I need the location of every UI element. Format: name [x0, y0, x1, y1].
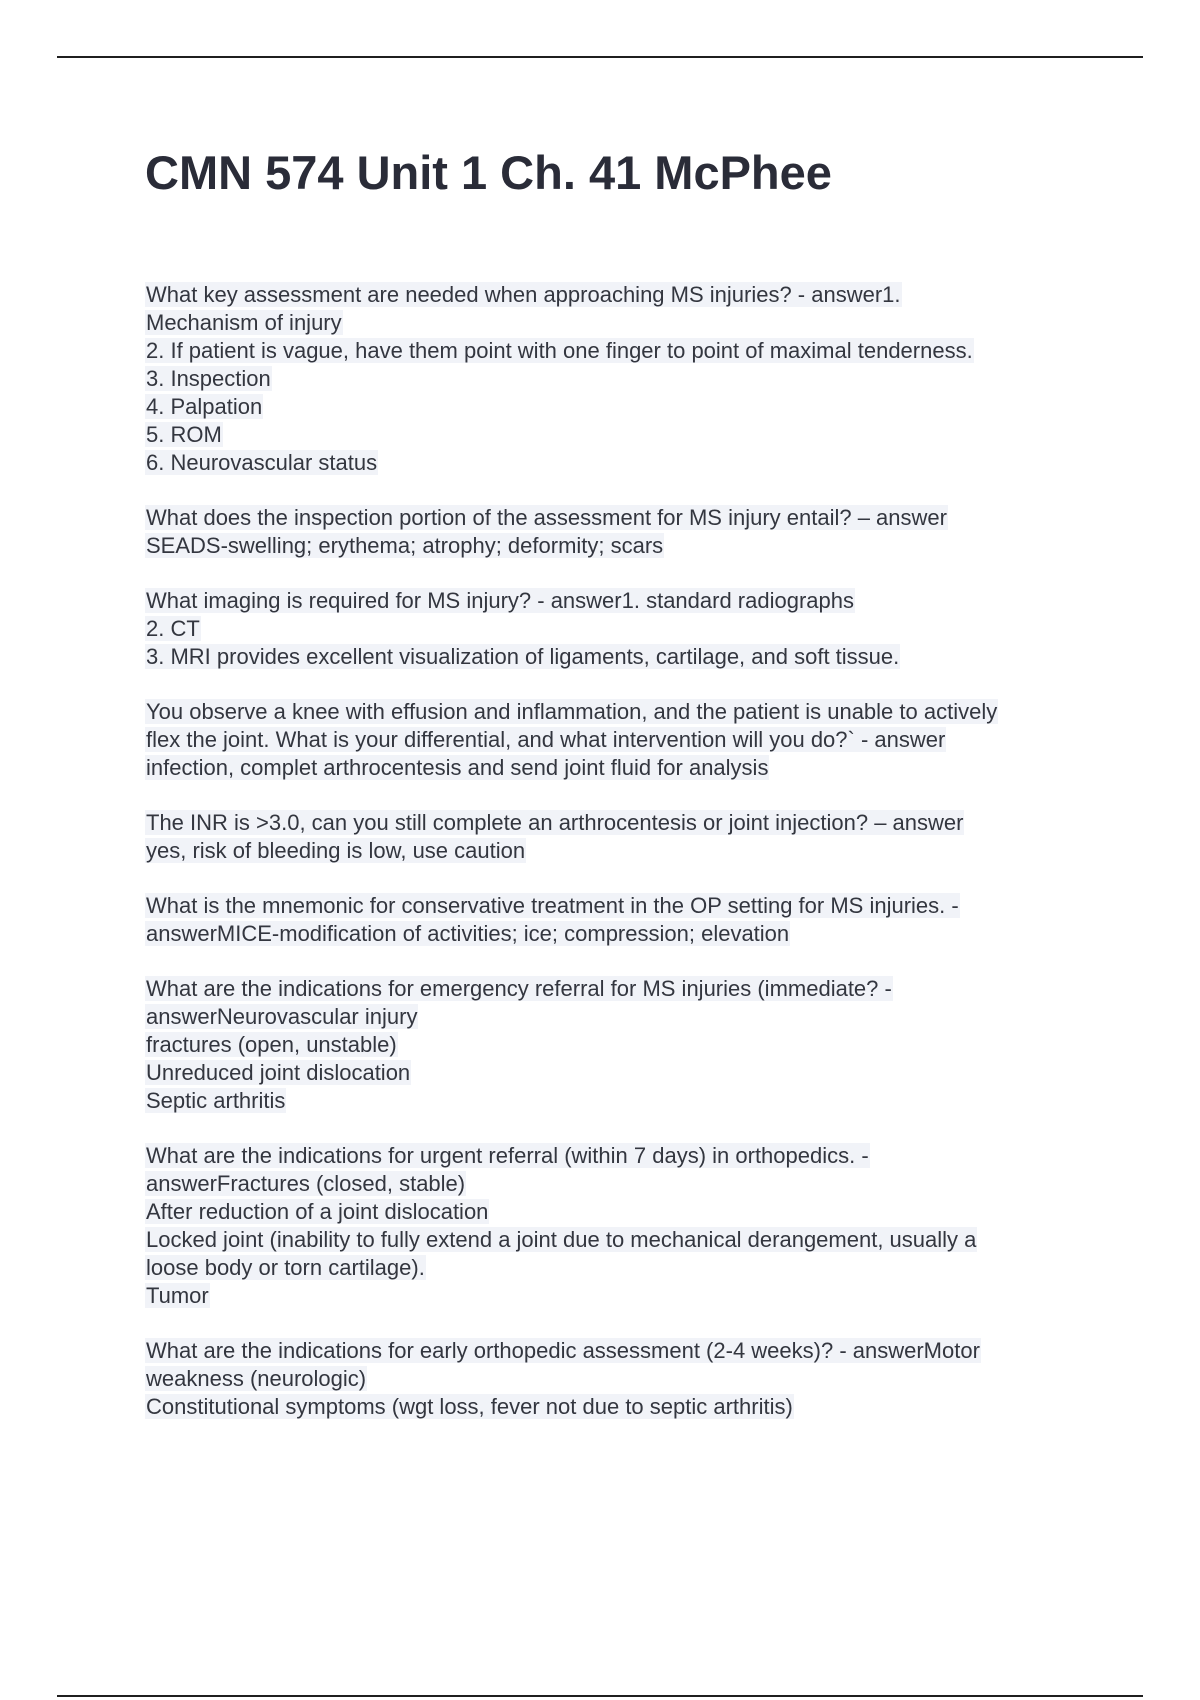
qa-line [145, 920, 1095, 948]
qa-line [145, 754, 1095, 782]
qa-line [145, 643, 1095, 671]
bottom-divider [57, 1695, 1143, 1697]
qa-line [145, 587, 1095, 615]
qa-line-text: You observe a knee with effusion and inflammation, and the patient is unable to actively [146, 699, 998, 724]
qa-line-text: What key assessment are needed when approaching MS injuries? - answer1. [146, 282, 901, 307]
qa-line-text: Mechanism of injury [146, 310, 342, 335]
qa-line [145, 1282, 1095, 1310]
qa-line [145, 421, 1095, 449]
qa-line-text: answerNeurovascular injury [146, 1004, 418, 1029]
qa-line-text: 3. Inspection [146, 366, 271, 391]
document-body [145, 138, 1095, 1448]
qa-entry [145, 975, 1095, 1115]
document-title: CMN 574 Unit 1 Ch. 41 McPhee [145, 146, 832, 199]
qa-entry [145, 504, 1095, 560]
qa-line-text: Locked joint (inability to fully extend a joint due to mechanical derangement, usually a [146, 1227, 977, 1252]
qa-line [145, 1254, 1095, 1282]
qa-line [145, 1337, 1095, 1365]
qa-line [145, 309, 1095, 337]
qa-entry [145, 587, 1095, 671]
qa-entry [145, 892, 1095, 948]
qa-line-text: Tumor [146, 1283, 209, 1308]
qa-line-text: 5. ROM [146, 422, 222, 447]
qa-line-text: answerFractures (closed, stable) [146, 1171, 466, 1196]
qa-line-text: infection, complet arthrocentesis and send joint fluid for analysis [146, 755, 769, 780]
qa-line [145, 532, 1095, 560]
qa-line [145, 837, 1095, 865]
qa-line [145, 281, 1095, 309]
qa-line [145, 1365, 1095, 1393]
qa-entry [145, 281, 1095, 477]
qa-line-text: Septic arthritis [146, 1088, 286, 1113]
qa-entry [145, 1337, 1095, 1421]
qa-line-text: 4. Palpation [146, 394, 263, 419]
qa-line [145, 892, 1095, 920]
qa-line [145, 1170, 1095, 1198]
qa-line-text: weakness (neurologic) [146, 1366, 367, 1391]
qa-line-text: fractures (open, unstable) [146, 1032, 397, 1057]
qa-line [145, 809, 1095, 837]
qa-entry [145, 698, 1095, 782]
qa-line-text: What imaging is required for MS injury? - answer1. standard radiographs [146, 588, 854, 613]
qa-line [145, 1393, 1095, 1421]
qa-line [145, 1198, 1095, 1226]
qa-line-text: answerMICE-modification of activities; ice; compression; elevation [146, 921, 790, 946]
qa-line-text: flex the joint. What is your differential, and what intervention will you do?` - answer [146, 727, 946, 752]
qa-line [145, 449, 1095, 477]
qa-line [145, 1059, 1095, 1087]
qa-list [145, 281, 1095, 1421]
qa-line [145, 1142, 1095, 1170]
qa-line-text: Unreduced joint dislocation [146, 1060, 411, 1085]
qa-line-text: What are the indications for urgent referral (within 7 days) in orthopedics. - [146, 1143, 869, 1168]
qa-line-text: 6. Neurovascular status [146, 450, 378, 475]
qa-line-text: The INR is >3.0, can you still complete an arthrocentesis or joint injection? – answer [146, 810, 964, 835]
qa-line [145, 365, 1095, 393]
qa-line [145, 504, 1095, 532]
qa-line-text: What is the mnemonic for conservative treatment in the OP setting for MS injuries. - [146, 893, 959, 918]
qa-line-text: What are the indications for early orthopedic assessment (2-4 weeks)? - answerMotor [146, 1338, 980, 1363]
qa-line [145, 1087, 1095, 1115]
qa-entry [145, 1142, 1095, 1310]
qa-line [145, 337, 1095, 365]
qa-line-text: yes, risk of bleeding is low, use caution [146, 838, 526, 863]
qa-line-text: 2. CT [146, 616, 200, 641]
qa-line [145, 1031, 1095, 1059]
qa-entry [145, 809, 1095, 865]
qa-line-text: Constitutional symptoms (wgt loss, fever not due to septic arthritis) [146, 1394, 793, 1419]
qa-line-text: What are the indications for emergency referral for MS injuries (immediate? - [146, 976, 892, 1001]
qa-line-text: loose body or torn cartilage). [146, 1255, 425, 1280]
qa-line-text: What does the inspection portion of the assessment for MS injury entail? – answer [146, 505, 947, 530]
qa-line [145, 393, 1095, 421]
qa-line [145, 698, 1095, 726]
qa-line-text: 2. If patient is vague, have them point with one finger to point of maximal tenderness. [146, 338, 973, 363]
qa-line-text: 3. MRI provides excellent visualization of ligaments, cartilage, and soft tissue. [146, 644, 900, 669]
qa-line [145, 975, 1095, 1003]
qa-line [145, 1226, 1095, 1254]
qa-line [145, 726, 1095, 754]
top-divider [57, 56, 1143, 58]
qa-line-text: SEADS-swelling; erythema; atrophy; deformity; scars [146, 533, 664, 558]
qa-line [145, 1003, 1095, 1031]
qa-line [145, 615, 1095, 643]
qa-line-text: After reduction of a joint dislocation [146, 1199, 489, 1224]
